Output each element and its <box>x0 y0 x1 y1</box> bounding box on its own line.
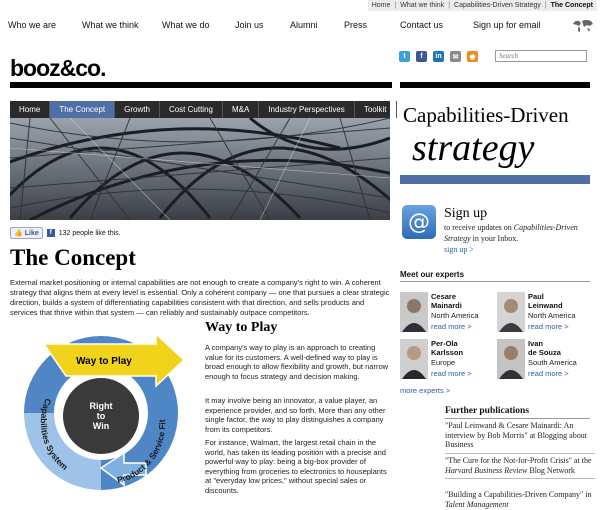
social-icons <box>399 51 478 62</box>
signup-heading: Sign up <box>444 206 488 221</box>
campaign-title-line1: Capabilities-Driven <box>403 103 569 127</box>
expert-region: South America <box>528 358 577 367</box>
expert-name[interactable]: Paul Leinwand <box>528 292 563 310</box>
diagram-top-label: Way to Play <box>76 356 132 367</box>
breadcrumb: Home | What we think | Capabilities-Driven Strategy | The Concept <box>368 0 597 11</box>
like-button[interactable] <box>10 227 43 239</box>
header-rule-left <box>10 82 392 88</box>
expert-card <box>497 339 592 383</box>
search-input[interactable] <box>495 50 587 62</box>
utility-bar <box>0 0 600 11</box>
expert-name[interactable]: Cesare Mainardi <box>431 292 462 310</box>
expert-card <box>497 292 592 336</box>
publication-item[interactable]: "Paul Leinwand & Cesare Mainardi: An interview by Bob Morris" at Blogging about Business <box>445 421 595 454</box>
diagram-center-line3: Win <box>92 421 110 431</box>
header-rule-right <box>400 82 590 88</box>
nav-who-we-are[interactable]: Who we are <box>8 20 57 30</box>
breadcrumb-capabilities-driven-strategy[interactable]: Capabilities-Driven Strategy <box>454 2 541 9</box>
thumbs-up-icon: 👍 <box>14 230 23 237</box>
diagram-center-line1: Right <box>89 401 113 411</box>
publications-heading: Further publications <box>445 406 590 419</box>
breadcrumb-current: The Concept <box>550 2 593 9</box>
signup-text: to receive updates on Capabilities-Driven Strategy in your Inbox. <box>444 223 578 243</box>
expert-card <box>400 292 495 336</box>
globe-icon[interactable] <box>572 18 594 34</box>
paragraph-3: For instance, Walmart, the largest retail chain in the world, has taken its leading position with a precise and powerful way to play: being a big-box provider of everything from groceries to electronics to houseplants at "everyday low prices," without special sales or discounts. <box>205 438 387 495</box>
paragraph-1: A company's way to play is an approach to creating value for its customers. A well-defined way to play is broad enough to allow flexibility and growth, but narrow enough to focus strategy and decision making. <box>205 343 389 381</box>
expert-name[interactable]: Per-Ola Karlsson <box>431 339 464 357</box>
nav-press[interactable]: Press <box>344 20 368 30</box>
like-count: 132 people like this. <box>58 229 121 237</box>
expert-photo[interactable] <box>497 292 525 332</box>
rss-icon[interactable]: ◉ <box>467 51 478 62</box>
publication-item[interactable]: "Building a Capabilities-Driven Company" in Talent Management <box>445 490 595 510</box>
expert-name[interactable]: Ivan de Souza <box>528 339 561 357</box>
campaign-title-line2: strategy <box>412 127 535 169</box>
booz-co-logo[interactable]: booz&co. <box>10 55 106 81</box>
expert-photo[interactable] <box>497 339 525 379</box>
expert-photo[interactable] <box>400 292 428 332</box>
breadcrumb-home[interactable]: Home <box>371 2 391 9</box>
nav-what-we-think[interactable]: What we think <box>82 20 139 30</box>
section-tabs <box>10 101 390 118</box>
nav-alumni[interactable]: Alumni <box>290 20 318 30</box>
expert-read-more-link[interactable]: read more > <box>528 322 569 331</box>
main-nav <box>0 14 600 36</box>
signup-link[interactable]: sign up > <box>444 245 474 254</box>
expert-read-more-link[interactable]: read more > <box>431 322 472 331</box>
expert-card <box>400 339 495 383</box>
tab-growth[interactable]: Growth <box>115 101 160 118</box>
intro-text: External market positioning or internal capabilities are not enough to create a company's right to win. A coherent strategy that aligns them at every level is essential. Only a coherent company — one that pursues a clear strategic direction, builds a system of differentiating capabilities consistent with that direction, and sells products and services that thrive within that system — can reliably and sustainably outpace competitors. <box>10 278 390 317</box>
facebook-icon[interactable]: f <box>416 51 427 62</box>
expert-read-more-link[interactable]: read more > <box>431 369 472 378</box>
expert-read-more-link[interactable]: read more > <box>528 369 569 378</box>
twitter-icon[interactable]: t <box>399 51 410 62</box>
nav-what-we-do[interactable]: What we do <box>162 20 210 30</box>
expert-region: North America <box>431 311 479 320</box>
facebook-icon: f <box>47 229 55 237</box>
campaign-accent-bar <box>400 175 590 184</box>
tab-cost-cutting[interactable]: Cost Cutting <box>160 101 223 118</box>
linkedin-icon[interactable]: in <box>433 51 444 62</box>
tab-m-and-a[interactable]: M&A <box>223 101 259 118</box>
diagram-left-label: Capabilities System <box>38 397 70 472</box>
more-experts-link[interactable]: more experts > <box>400 386 451 395</box>
experts-heading: Meet our experts <box>400 270 590 282</box>
expert-region: Europe <box>431 358 456 367</box>
expert-photo[interactable] <box>400 339 428 379</box>
email-signup-icon[interactable]: @ <box>402 205 436 239</box>
section-title: Way to Play <box>205 320 278 335</box>
nav-sign-up-for-email[interactable]: Sign up for email <box>473 20 541 30</box>
email-icon[interactable]: ✉ <box>450 51 461 62</box>
diagram-center-line2: to <box>96 411 106 421</box>
nav-contact-us[interactable]: Contact us <box>400 20 444 30</box>
expert-region: North America <box>528 311 576 320</box>
breadcrumb-what-we-think[interactable]: What we think <box>400 2 445 9</box>
nav-join-us[interactable]: Join us <box>235 20 264 30</box>
coherence-diagram <box>6 318 196 508</box>
tab-toolkit[interactable]: Toolkit <box>355 101 397 118</box>
facebook-like-bar <box>10 227 121 239</box>
publication-item[interactable]: "The Cure for the Not-for-Profit Crisis" at the Harvard Business Review Blog Network <box>445 456 595 479</box>
page-title: The Concept <box>10 245 136 270</box>
tab-home[interactable]: Home <box>10 101 50 118</box>
like-label: Like <box>24 229 39 237</box>
diagram-right-label: Product & Service Fit <box>115 419 168 486</box>
paragraph-2: It may involve being an innovator, a value player, an experience provider, and so forth. More than any other single factor, the way to play distinguishes a company from its competitors. <box>205 396 386 434</box>
hero-image <box>10 118 390 220</box>
tab-industry-perspectives[interactable]: Industry Perspectives <box>259 101 354 118</box>
tab-the-concept[interactable]: The Concept <box>50 101 115 118</box>
